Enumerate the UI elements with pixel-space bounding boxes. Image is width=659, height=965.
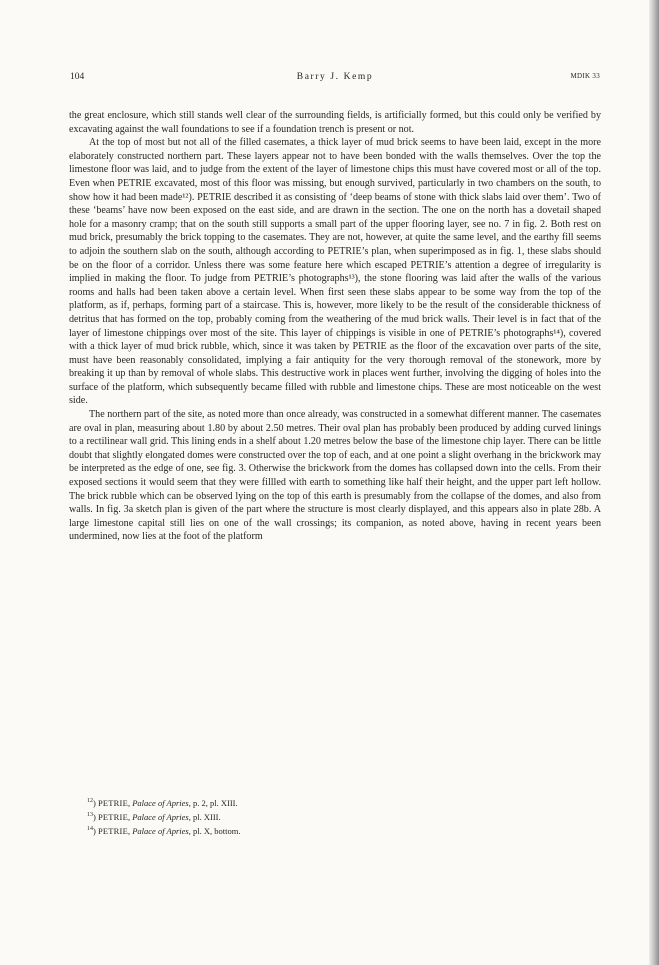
footnote-rest: , pl. XIII. [188, 811, 221, 822]
footnote: $^{12}$) PETRIE, Palace of Apries, p. 2, pl. XIII. [87, 797, 238, 808]
paragraph-text: At the top of most but not all of the filled casemates, a thick layer of mud brick seems to have been laid, except in the more elaborately constructed northern part. These layers appear not to have been bonded with the walls themselves. Over the top the limestone floor was laid, and to judge from the extent of the layer of limestone chips this must have covered most or all of the top. Even when PETRIE excavated, most of this floor was missing, but enough survived, particularly in two chambers on the south, to show how it had been made¹²). PETRIE described it as consisting of ‘deep beams of stone with thick slabs laid over them’. Two of these ‘beams’ have now been exposed on the east side, and are drawn in the section. The one on the north has a dovetail shaped hole for a masonry cramp; that on the south still supports a small part of the upper flooring layer, see no. 7 in fig. 2. Both rest on mud brick, presumably the brick topping to the casemates. They are not, however, at quite the same level, and the earthy fill seems to adjoin the southern slab on the south, although according to PETRIE’s plan, when superimposed as in fig. 1, these slabs should be on the floor of a corridor. Unless there was some feature here which escaped PETRIE’s attention a degree of irregularity is implied in making the floor. To judge from PETRIE’s photographs¹³), the stone flooring was laid after the walls of the various rooms and halls had been taken above a certain level. When first seen these slabs appear to be some way from the top of the platform, as if, perhaps, forming part of a staircase. This is, however, more likely to be the result of the considerable thickness of detritus that has formed on the top, probably coming from the weathering of the mud brick walls. Their level is in fact that of the layer of limestone chippings over most of the site. This layer of chippings is visible in one of PETRIE’s photographs¹⁴), covered with a thick layer of mud brick rubble, which, since it was taken by PETRIE as the floor of the excavation over parts of the site, must have been reasonably consolidated, implying a fair antiquity for the very thorough removal of the stonework, more by breaking it up than by removal of whole slabs. This destructive work in places went further, involving the digging of holes into the surface of the platform, which subsequently became filled with rubble and limestone chips. These are most noticeable on the west side. [69, 137, 601, 407]
footnote-number: 12 [87, 798, 93, 804]
footnote: $^{13}$) PETRIE, Palace of Apries, pl. XIII. [87, 811, 221, 822]
page-number: 104 [70, 72, 85, 82]
running-head-author: Barry J. Kemp [296, 72, 374, 82]
body-text [69, 109, 601, 544]
running-header [70, 72, 600, 86]
footnote-title: Palace of Apries [132, 811, 189, 822]
paragraph [69, 408, 601, 544]
footnote-number: 13 [87, 811, 93, 818]
footnote-number: 14 [87, 825, 93, 832]
footnote: $^{14}$) PETRIE, Palace of Apries, pl. X, bottom. [87, 825, 241, 836]
footnote-rest: , p. 2, pl. XIII. [188, 797, 238, 808]
footnote-author: PETRIE [97, 811, 128, 822]
footnote-title: Palace of Apries [132, 825, 189, 836]
paragraph [69, 136, 601, 408]
footnote-rest: , pl. X, bottom. [188, 825, 241, 836]
paragraph-text: the great enclosure, which still stands well clear of the surrounding fields, is artificially formed, but this could only be verified by excavating against the wall foundations to see if a foundation trench is present or not. [69, 110, 601, 135]
footnote-author: PETRIE [97, 825, 128, 836]
footnote-title: Palace of Apries [132, 797, 189, 808]
paragraph-text: The northern part of the site, as noted more than once already, was constructed in a somewhat different manner. The casemates are oval in plan, measuring about 1.80 by about 2.50 metres. Their oval plan has probably been produced by adding curved linings to a rectilinear wall grid. This lining ends in a shelf about 1.20 metres below the base of the limestone chip layer. There can be little doubt that slightly elongated domes were constructed over the top of each, and at one point a slight overhang in the brickwork may be interpreted as the edge of one, see fig. 3. Otherwise the brickwork from the domes has collapsed down into the cells. From their exposed sections it would seem that they were fillled with earth to something like half their height, and the upper part left hollow. The brick rubble which can be observed lying on the top of this earth is presumably from the collapse of the domes, and also from walls. In fig. 3a sketch plan is given of the part where the structure is most clearly displayed, and this appears also in plate 28b. A large limestone capital still lies on one of the wall crossings; its companion, as noted above, having in recent years been undermined, now lies at the foot of the platform [69, 409, 601, 543]
footnotes [87, 795, 587, 836]
footnote-author: PETRIE [97, 797, 128, 808]
running-head-journal: MDIK 33 [570, 72, 600, 80]
paragraph [69, 109, 601, 136]
